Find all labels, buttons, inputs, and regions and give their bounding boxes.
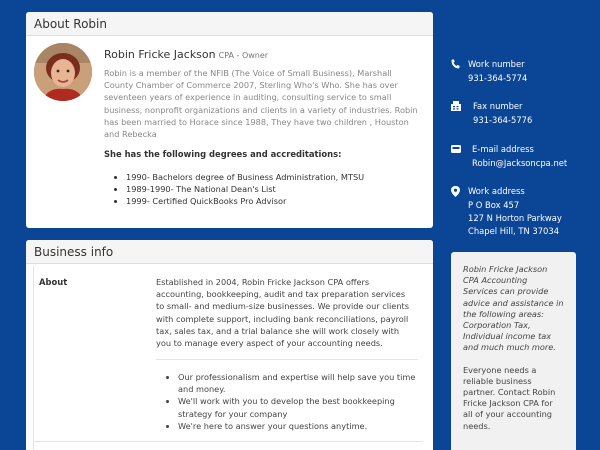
address-line-2: 127 N Horton Parkway xyxy=(468,213,562,223)
list-item: • We're here to answer your questions anytime. xyxy=(178,420,416,432)
email-label: E-mail address xyxy=(472,144,534,154)
business-info-heading: Business info xyxy=(26,240,433,264)
email-icon xyxy=(451,144,460,154)
person-role: CPA - Owner xyxy=(218,51,269,60)
work-number-link[interactable]: 931-364-5774 xyxy=(468,73,528,83)
phone-icon xyxy=(451,59,460,69)
person-name: Robin Fricke Jackson xyxy=(104,48,216,61)
address-line-3: Chapel Hill, TN 37034 xyxy=(468,226,560,236)
degrees-title: She has the following degrees and accreditations: xyxy=(104,149,342,159)
business-about-text: Established in 2004, Robin Fricke Jackson CPA offers accounting, bookkeeping, audit and tax preparation services to small- and medium-size businesses. We provide our clients with complete support, including bank reconciliations, payroll tax, sales tax, and a trial balance she will work closely with you to manage every aspect of your accounting needs. xyxy=(156,277,409,349)
avatar xyxy=(34,43,92,101)
business-points-list xyxy=(166,371,416,432)
services-plain-text: Everyone needs a reliable business partner. Contact Robin Fricke Jackson CPA for all of your accounting needs. xyxy=(463,364,556,431)
about-heading: About Robin xyxy=(26,12,433,36)
work-number-label: Work number xyxy=(468,59,525,69)
business-info-panel xyxy=(26,240,433,450)
name-line xyxy=(104,43,268,62)
divider xyxy=(156,359,418,360)
about-row-label: About xyxy=(39,277,68,287)
address-label: Work address xyxy=(468,186,525,196)
email-link[interactable]: Robin@Jacksoncpa.net xyxy=(472,158,568,168)
fax-icon xyxy=(451,101,460,111)
address-line-1: P O Box 457 xyxy=(468,200,520,210)
services-italic-text: Robin Fricke Jackson CPA Accounting Services can provide advice and assistance in the following areas: Corporation Tax, Individual income tax and much much more. xyxy=(463,264,564,353)
services-box xyxy=(451,252,576,450)
location-pin-icon xyxy=(451,186,460,196)
degrees-list xyxy=(116,171,364,207)
list-item: • We'll work with you to develop the best bookkeeping strategy for your company xyxy=(178,395,416,419)
list-item: • Our professionalism and expertise will help save you time and money. xyxy=(178,371,416,395)
table-border xyxy=(33,266,34,450)
about-panel xyxy=(26,12,433,228)
list-item: • 1999- Certified QuickBooks Pro Advisor xyxy=(126,195,364,207)
bio-text: Robin is a member of the NFIB (The Voice of Small Business), Marshall County Chamber of Commerce 2007, Sterling Who's Who. She has over seventeen years of experience in auditing, consulting service to small business, nonprofit organizations and clients in a variety of industries. Robin has been married to Horace since 1988, They have two children , Houston and Rebecka xyxy=(104,68,418,140)
divider xyxy=(33,441,423,442)
list-item: • 1990- Bachelors degree of Business Administration, MTSU xyxy=(126,171,364,183)
fax-value: 931-364-5776 xyxy=(473,115,533,125)
list-item: • 1989-1990- The National Dean's List xyxy=(126,183,364,195)
fax-label: Fax number xyxy=(473,101,523,111)
